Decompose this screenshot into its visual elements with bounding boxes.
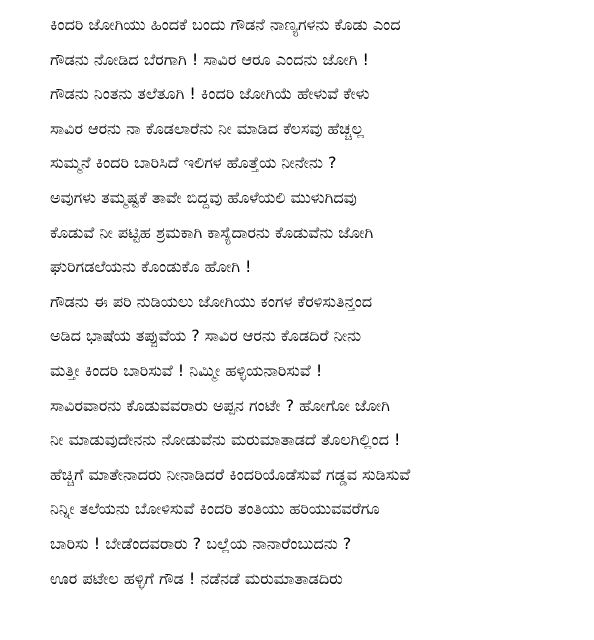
text-line: ಸಾವಿರ ಆರನು ನಾ ಕೊಡಲಾರೆನು ನೀ ಮಾಡಿದ ಕೆಲಸವು ಹೆಚ್ಚಲ್ಲ bbox=[50, 118, 364, 138]
text-line: ಘುರಿಗಡಲೆಯನು ಕೊಂಡುಕೊ ಹೋಗಿ ! bbox=[50, 257, 252, 277]
text-line: ಅವುಗಳು ತಮ್ಮಷ್ಟಕೆ ತಾವೇ ಬಿದ್ದವು ಹೊಳೆಯಲಿ ಮುಳುಗಿದವು bbox=[50, 187, 357, 207]
poem-text-block bbox=[50, 8, 580, 596]
text-line: ಊರ ಪಟೇಲ ಹಳ್ಳಿಗೆ ಗೌಡ ! ನಡೆನಡೆ ಮರುಮಾತಾಡದಿರು bbox=[50, 568, 343, 588]
text-line: ಸುಮ್ಮನೆ ಕಿಂದರಿ ಬಾರಿಸಿದೆ ಇಲಿಗಳ ಹೊತ್ತೆಯ ನೀನೇನು ? bbox=[50, 153, 337, 173]
text-line: ಕೊಡುವೆ ನೀ ಪಟ್ಟಿಹ ಶ್ರಮಕಾಗಿ ಕಾಸ್ಯೆದಾರನು ಕೊಡುವೆನು ಜೋಗಿ bbox=[50, 222, 374, 242]
text-line: ಹೆಚ್ಚಿಗೆ ಮಾತೇನಾದರು ನೀನಾಡಿದರೆ ಕಿಂದರಿಯೊಡೆಸುವೆ ಗಡ್ಡವ ಸುಡಿಸುವೆ bbox=[50, 464, 411, 484]
text-line: ಮತ್ತೀ ಕಿಂದರಿ ಬಾರಿಸುವೆ ! ನಿಮ್ಮೀ ಹಳ್ಳಿಯನಾರಿಸುವೆ ! bbox=[50, 360, 323, 380]
text-line: ಅಡಿದ ಭಾಷೆಯ ತಪ್ಪುವೆಯ ? ಸಾವಿರ ಆರನು ಕೊಡದಿರೆ ನೀನು bbox=[50, 326, 362, 346]
text-line: ಗೌಡನು ನೋಡಿದ ಬೆರಗಾಗಿ ! ಸಾವಿರ ಆರೂ ಎಂದನು ಜೋಗಿ ! bbox=[50, 49, 369, 69]
text-line: ಸಾವಿರವಾರನು ಕೊಡುವವರಾರು ಅಪ್ಪನ ಗಂಟೇ ? ಹೋಗೋ ಜೋಗಿ bbox=[50, 395, 390, 415]
text-line: ಗೌಡನು ಈ ಪರಿ ನುಡಿಯಲು ಜೋಗಿಯು ಕಂಗಳ ಕೆರಳಿಸುತಿನ್ತಂದ bbox=[50, 291, 373, 311]
text-line: ಕಿಂದರಿ ಜೋಗಿಯು ಹಿಂದಕೆ ಬಂದು ಗೌಡನೆ ನಾಣ್ಯಗಳನು ಕೊಡು ಎಂದ bbox=[50, 15, 401, 34]
text-line: ಬಾರಿಸು ! ಬೇಡೆಂದವರಾರು ? ಬಲ್ಲೆಯ ನಾನಾರೆಂಬುದನು ? bbox=[50, 533, 352, 553]
text-line: ನೀ ಮಾಡುವುದೇನನು ನೋಡುವೆನು ಮರುಮಾತಾಡದೆ ತೊಲಗಿಲ್ಲಿಂದ ! bbox=[50, 430, 401, 450]
text-line: ನಿನ್ನೀ ತಲೆಯನು ಬೋಳಿಸುವೆ ಕಿಂದರಿ ತಂತಿಯು ಹರಿಯುವವರೆಗೂ bbox=[50, 499, 380, 519]
text-line: ಗೌಡನು ನಿಂತನು ತಲೆತೂಗಿ ! ಕಿಂದರಿ ಜೋಗಿಯೆ ಹೇಳುವೆ ಕೇಳು bbox=[50, 84, 370, 104]
